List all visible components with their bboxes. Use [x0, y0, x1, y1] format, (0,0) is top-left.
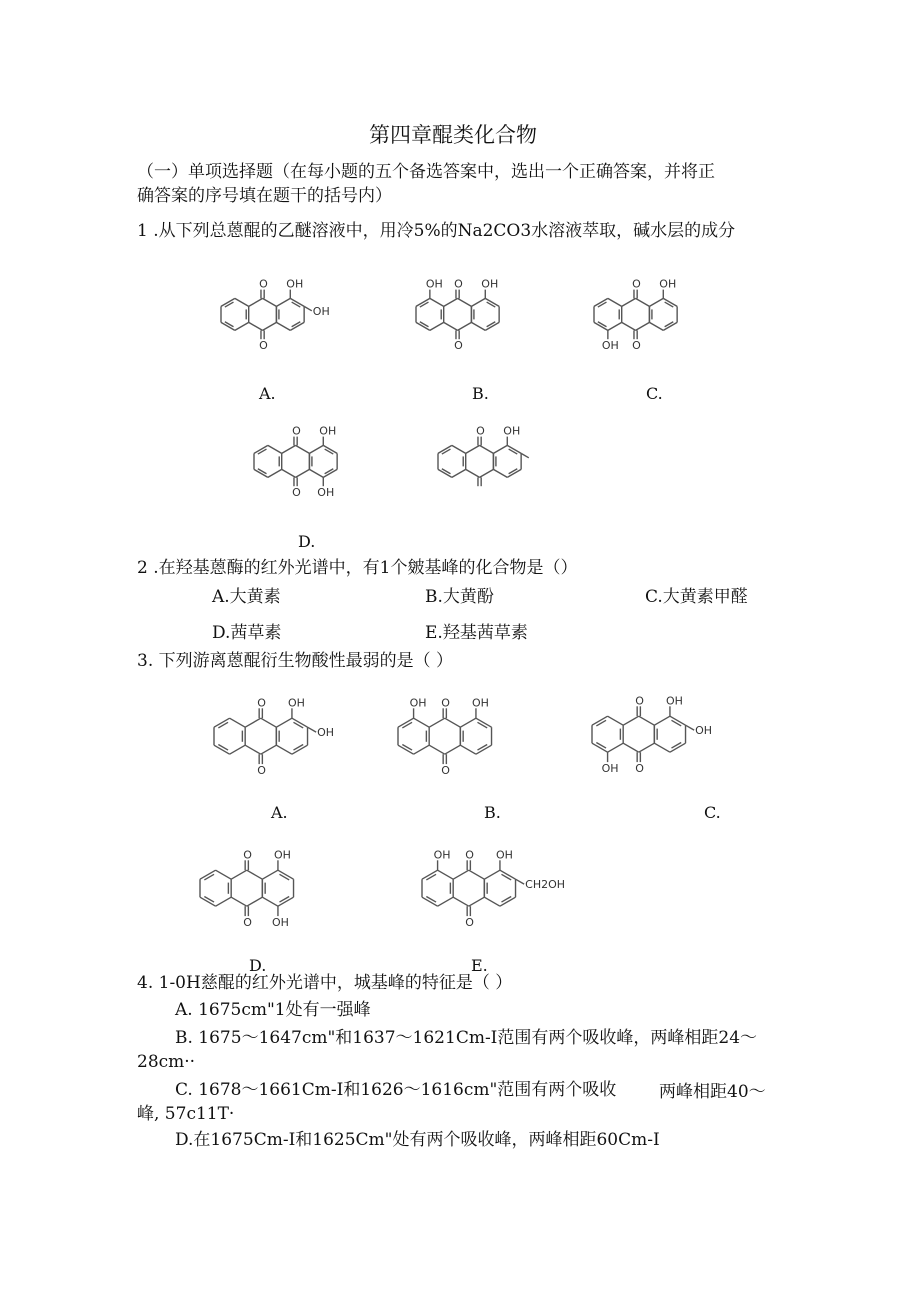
- carbonyl-o-top: O: [292, 424, 301, 438]
- q3-structure-c: [588, 684, 743, 794]
- carbonyl-o-top: O: [259, 277, 268, 291]
- q1-stem: 1 .从下列总蒽醌的乙醚溶液中，用冷5%的Na2CO3水溶液萃取，碱水层的成分: [137, 221, 736, 241]
- anthraquinone-skeleton: [200, 848, 294, 929]
- hydroxyl-label: OH: [317, 486, 335, 500]
- hydroxyl-label: OH: [425, 277, 443, 291]
- section-header-line2: 确答案的序号填在题干的括号内）: [137, 186, 392, 206]
- q2-option-e: E.羟基茜草素: [425, 623, 528, 643]
- hydroxyl-label: OH: [286, 277, 304, 291]
- q1-label-b: B.: [472, 384, 489, 403]
- carbonyl-o-top: O: [243, 848, 252, 862]
- q3-structure-b: [394, 688, 529, 788]
- hydroxymethyl-label: CH2OH: [525, 878, 566, 892]
- q1-structure-a: [215, 270, 350, 365]
- q3-stem: 3. 下列游离蒽醌衍生物酸性最弱的是（ ）: [137, 651, 454, 671]
- hydroxyl-label: OH: [409, 696, 427, 710]
- hydroxyl-label: OH: [481, 277, 499, 291]
- q4-option-a: A. 1675cm"1处有一强峰: [175, 1000, 371, 1020]
- hydroxyl-label: OH: [317, 726, 335, 740]
- q3-label-a: A.: [271, 803, 288, 822]
- carbonyl-o-top: O: [441, 696, 450, 710]
- q2-option-b: B.大黄酚: [425, 587, 494, 607]
- carbonyl-o-bottom: O: [454, 339, 463, 353]
- hydroxyl-label: OH: [665, 694, 683, 708]
- q4-option-b-line1: B. 1675～1647cm"和1637～1621Cm-I范围有两个吸收峰，两峰相距24～: [175, 1028, 758, 1048]
- hydroxyl-label: OH: [503, 424, 521, 438]
- q4-option-c-line1: C. 1678～1661Cm-I和1626～1616cm"范围有两个吸收: [175, 1080, 617, 1100]
- q4-option-b-line2: 28cm··: [137, 1052, 196, 1072]
- carbonyl-o-top: O: [632, 277, 641, 291]
- carbonyl-o-bottom: O: [441, 764, 450, 778]
- anthraquinone-skeleton: [221, 278, 330, 353]
- q2-option-c: C.大黄素甲醛: [645, 587, 748, 607]
- anthraquinone-skeleton: [254, 425, 337, 500]
- hydroxyl-label: OH: [495, 848, 513, 862]
- q3-label-d: D.: [249, 956, 267, 975]
- q4-option-c-line1b: 两峰相距40～: [659, 1082, 766, 1102]
- q1-label-c: C.: [646, 384, 663, 403]
- hydroxyl-label: OH: [471, 696, 489, 710]
- q3-structure-d: [196, 838, 331, 948]
- carbonyl-o-top: O: [257, 696, 266, 710]
- q1-label-a: A.: [259, 384, 276, 403]
- carbonyl-o-bottom: O: [465, 916, 474, 930]
- anthraquinone-skeleton: [416, 278, 499, 353]
- carbonyl-o-top: O: [635, 694, 644, 708]
- q1-structure-b: [410, 270, 545, 365]
- carbonyl-o-bottom: O: [632, 339, 641, 353]
- carbonyl-o-top: O: [454, 277, 463, 291]
- hydroxyl-label: OH: [271, 916, 289, 930]
- hydroxyl-label: OH: [659, 277, 677, 291]
- q3-label-e: E.: [471, 956, 488, 975]
- anthraquinone-skeleton: [592, 694, 712, 775]
- hydroxyl-label: OH: [433, 848, 451, 862]
- q1-structure-c: [588, 270, 723, 375]
- q3-structure-a: [210, 688, 365, 788]
- carbonyl-o-bottom: O: [292, 486, 301, 500]
- q1-label-d: D.: [298, 532, 316, 551]
- hydroxyl-label: OH: [601, 339, 619, 353]
- q1-structure-d: [248, 417, 383, 517]
- q2-option-a: A.大黄素: [212, 587, 281, 607]
- carbonyl-o-bottom: O: [243, 916, 252, 930]
- carbonyl-o-top: O: [465, 848, 474, 862]
- q3-label-b: B.: [484, 803, 501, 822]
- carbonyl-o-top: O: [476, 424, 485, 438]
- anthraquinone-skeleton: [594, 278, 677, 353]
- carbonyl-o-bottom: O: [635, 762, 644, 776]
- hydroxyl-label: OH: [287, 696, 305, 710]
- carbonyl-o-bottom: O: [259, 339, 268, 353]
- anthraquinone-skeleton: [214, 696, 334, 777]
- hydroxyl-label: OH: [312, 304, 330, 318]
- hydroxyl-label: OH: [601, 762, 619, 776]
- q2-option-d: D.茜草素: [212, 623, 282, 643]
- hydroxyl-label: OH: [273, 848, 291, 862]
- hydroxyl-label: OH: [695, 724, 713, 738]
- section-header-line1: （一）单项选择题（在每小题的五个备选答案中，选出一个正确答案，并将正: [137, 162, 715, 182]
- anthraquinone-skeleton: [438, 425, 529, 487]
- q4-option-d: D.在1675Cm-I和1625Cm"处有两个吸收峰，两峰相距60Cm-I: [175, 1130, 660, 1150]
- anthraquinone-skeleton: [422, 848, 565, 929]
- anthraquinone-skeleton: [398, 696, 492, 777]
- q4-option-c-line2: 峰, 57c11T·: [137, 1104, 235, 1124]
- page-title: 第四章醌类化合物: [369, 123, 537, 147]
- hydroxyl-label: OH: [319, 424, 337, 438]
- q3-structure-e: [418, 838, 618, 948]
- q3-label-c: C.: [704, 803, 721, 822]
- q4-stem: 4. 1-0H慈醌的红外光谱中，城基峰的特征是（ ）: [137, 973, 513, 993]
- carbonyl-o-bottom: O: [257, 764, 266, 778]
- q1-structure-e: [432, 417, 572, 517]
- q2-stem: 2 .在羟基蒽酶的红外光谱中，有1个皴基峰的化合物是（）: [137, 558, 578, 578]
